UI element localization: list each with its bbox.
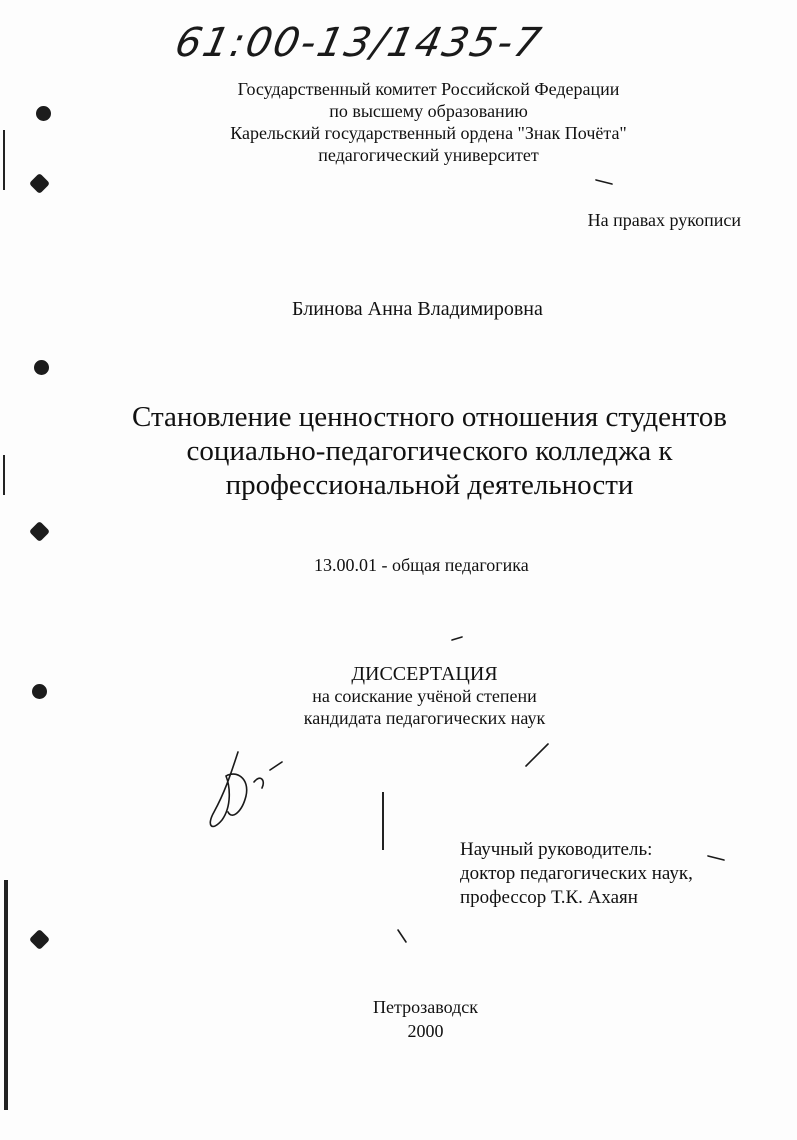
- institution-line: педагогический университет: [318, 145, 539, 165]
- degree-heading: ДИССЕРТАЦИЯ: [351, 663, 498, 685]
- title-line: Становление ценностного отношения студентов: [132, 401, 727, 433]
- pencil-stroke: [526, 744, 548, 766]
- title-line: социально-педагогического колледжа к: [186, 435, 673, 467]
- city: Петрозаводск: [373, 997, 478, 1017]
- advisor-line: профессор Т.К. Ахаян: [460, 887, 638, 908]
- advisor-line: Научный руководитель:: [460, 839, 653, 860]
- institution-header: [0, 78, 797, 166]
- archive-code-handwritten: 61:00-13/1435-7: [171, 20, 547, 66]
- dissertation-title: [0, 400, 797, 502]
- title-line: профессиональной деятельности: [225, 469, 634, 501]
- year: 2000: [407, 1021, 444, 1041]
- author-name: Блинова Анна Владимировна: [292, 298, 543, 320]
- advisor-line: доктор педагогических наук,: [460, 863, 693, 884]
- institution-line: Государственный комитет Российской Федерации: [237, 79, 620, 99]
- degree-line: на соискание учёной степени: [312, 686, 537, 706]
- place-and-year: [0, 995, 797, 1043]
- advisor-block: [460, 838, 693, 910]
- signature-mark: [210, 752, 282, 826]
- degree-line: кандидата педагогических наук: [303, 708, 546, 728]
- institution-line: Карельский государственный ордена "Знак Почёта": [230, 123, 627, 143]
- pencil-stroke: [452, 637, 462, 640]
- pencil-stroke: [708, 856, 724, 860]
- specialty-code: 13.00.01 - общая педагогика: [314, 555, 529, 575]
- pencil-stroke: [596, 180, 612, 184]
- institution-line: по высшему образованию: [329, 101, 528, 121]
- rights-note: На правах рукописи: [587, 210, 741, 230]
- pencil-stroke: [398, 930, 406, 942]
- degree-block: [0, 663, 797, 729]
